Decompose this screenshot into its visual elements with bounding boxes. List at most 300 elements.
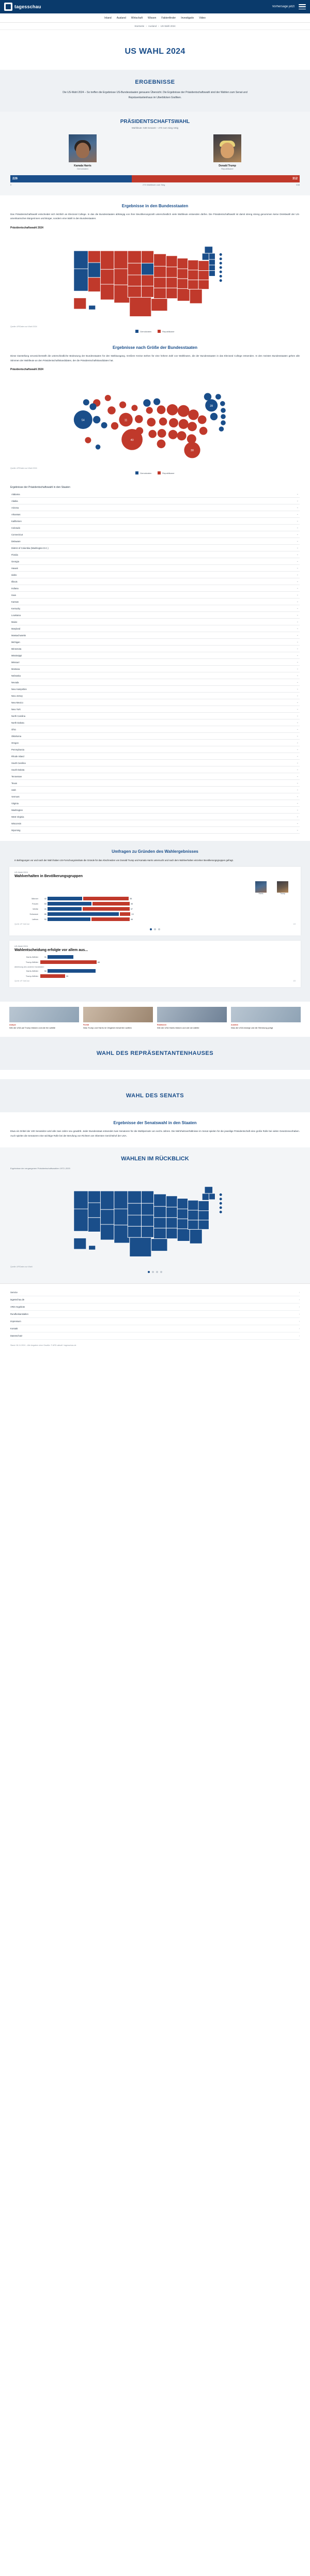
state-row[interactable] xyxy=(10,793,300,800)
site-logo[interactable] xyxy=(4,3,41,11)
scale-left: 0 xyxy=(10,183,12,186)
size-result-section xyxy=(0,337,310,479)
state-name: New York xyxy=(11,708,21,711)
state-row[interactable] xyxy=(10,518,300,525)
state-row[interactable] xyxy=(10,820,300,827)
state-name: Idaho xyxy=(11,573,17,576)
footer-link-row[interactable] xyxy=(10,1325,300,1332)
state-name: Pennsylvania xyxy=(11,748,24,751)
house-band xyxy=(0,1037,310,1070)
card1-head-trump: Trump xyxy=(277,881,288,895)
state-name: Florida xyxy=(11,553,18,556)
chevron-down-icon[interactable]: ⌄ xyxy=(296,533,299,536)
chevron-down-icon[interactable]: ⌄ xyxy=(296,620,299,624)
harris-photo xyxy=(69,134,97,162)
state-row[interactable] xyxy=(10,686,300,693)
chevron-down-icon[interactable]: ⌄ xyxy=(296,795,299,799)
card2-page: 2/3 xyxy=(293,980,296,983)
state-row[interactable] xyxy=(10,504,300,511)
harris-party: Demokraten xyxy=(77,167,88,170)
map1-source: Quelle: AP/Daten zur Wahl 2024 xyxy=(10,326,37,328)
teaser-image xyxy=(9,1007,79,1022)
survey-bar-value-left: 42 xyxy=(44,897,47,900)
state-row[interactable] xyxy=(10,753,300,760)
state-row[interactable] xyxy=(10,612,300,619)
states-result-section xyxy=(0,195,310,337)
state-name: Minnesota xyxy=(11,647,22,650)
chevron-down-icon[interactable]: ⌄ xyxy=(296,721,299,725)
survey-bar-left xyxy=(48,969,96,973)
state-row[interactable] xyxy=(10,672,300,679)
state-name: North Dakota xyxy=(11,721,24,724)
survey-bar-value-left: 53 xyxy=(44,902,47,905)
map1-label: Präsidentschaftswahl 2024 xyxy=(10,226,43,230)
states-result-text: Das Präsidentschaftswahl entscheidet sich letztlich an Electoral College. In das die Bundesstaaten abhängig von ihrer Bevölkerungszahl unterschiedlich viele Wahlleute entsenden dürfen. Die Präsidentschaftswahl ist damit streng streng genommen keine Direktwahl der US-amerikanischen Bürgerinnen und Bürger, sondern eine Wahl in den Bundesstaaten. xyxy=(10,212,300,220)
chevron-down-icon[interactable]: ⌄ xyxy=(296,506,299,510)
card2-source: Quelle: AP VoteCast xyxy=(14,980,29,983)
chevron-down-icon[interactable]: ⌄ xyxy=(296,701,299,704)
survey-bar-label: Harris-Wähler xyxy=(26,956,38,958)
survey-bar-label: Frauen xyxy=(32,902,38,905)
chevron-down-icon[interactable]: ⌄ xyxy=(296,755,299,758)
state-row[interactable] xyxy=(10,632,300,639)
state-row[interactable] xyxy=(10,605,300,612)
nav-item-2[interactable]: Wirtschaft xyxy=(131,16,143,20)
state-row[interactable] xyxy=(10,766,300,773)
chevron-down-icon[interactable]: ⌄ xyxy=(296,667,299,671)
teaser-image xyxy=(157,1007,227,1022)
senate-band xyxy=(0,1079,310,1112)
map2-legend xyxy=(10,471,300,474)
state-row[interactable] xyxy=(10,659,300,666)
teaser-0[interactable] xyxy=(9,1007,79,1030)
card1-title: Wahlverhalten in Bevölkerungsgruppen xyxy=(14,875,83,879)
teaser-text: Wie die USA Harris blicken und wie sie wählte xyxy=(157,1026,199,1030)
harris-thumb xyxy=(255,881,267,893)
state-row[interactable] xyxy=(10,746,300,753)
chevron-down-icon[interactable]: ⌄ xyxy=(296,654,299,657)
trump-party: Republikaner xyxy=(221,167,234,170)
results-band-title: ERGEBNISSE xyxy=(135,79,175,86)
survey-bar-value-left: 31 xyxy=(44,956,47,958)
footer-link-row[interactable] xyxy=(10,1332,300,1340)
chevron-down-icon[interactable]: ⌄ xyxy=(296,728,299,731)
survey-bar-label: Trump-Wähler xyxy=(25,975,38,977)
state-name: West Virginia xyxy=(11,815,24,818)
survey-bar-track xyxy=(40,974,296,978)
card2-bars-a xyxy=(14,955,296,964)
chevron-down-icon[interactable]: ⌄ xyxy=(296,815,299,819)
state-name: Hawaii xyxy=(11,566,18,570)
nav-item-0[interactable]: Inland xyxy=(104,16,112,20)
state-name: Wyoming xyxy=(11,829,21,832)
footer-link-row[interactable] xyxy=(10,1311,300,1318)
state-row[interactable] xyxy=(10,619,300,625)
survey-bar-track xyxy=(40,902,296,906)
state-list xyxy=(0,491,310,834)
breadcrumb-1[interactable]: Ausland xyxy=(148,25,157,27)
state-name: Kansas xyxy=(11,600,19,603)
card2-sublabel: Ablehnung des anderen Kandidaten xyxy=(14,966,44,969)
state-name: Rhode Island xyxy=(11,755,24,758)
teaser-text: Wie die USA auf Trump blicken und wie ihn wählte xyxy=(9,1026,56,1030)
chevron-down-icon[interactable]: ⌄ xyxy=(296,614,299,617)
survey-bar-right xyxy=(40,960,97,964)
chevron-down-icon[interactable]: ⌄ xyxy=(296,499,299,503)
teaser-2[interactable] xyxy=(157,1007,227,1030)
state-name: Indiana xyxy=(11,587,19,590)
survey-bar-label: Schwarze xyxy=(29,913,38,915)
chevron-down-icon[interactable]: ⌄ xyxy=(296,493,299,496)
senate-section-text: Etwa ein Drittel der 100 Senatsitze wird alle zwei Jahre neu gewählt. Jeder Bundesstaat entsendet zwei Senatoren für die Wahlperiode von sechs Jahren. Die Mehrheitsverhältnisse im Senat spielen für die jeweilige Präsidentschaft eine große Rolle bei vielen Gesetzesvorhaben. Auch spielen die Senatoren eine wichtige Rolle bei der Berufung von Richtern am Obersten Gerichtshof der USA. xyxy=(10,1130,300,1137)
chevron-right-icon[interactable]: › xyxy=(299,1327,300,1330)
map2-source: Quelle: AP/Daten zur Wahl 2024 xyxy=(10,467,37,470)
state-row[interactable] xyxy=(10,719,300,726)
card1-kicker: US-Wahl 2024 xyxy=(14,871,28,874)
state-row[interactable] xyxy=(10,773,300,780)
senate-section xyxy=(0,1112,310,1147)
logo-text: tagesschau xyxy=(14,4,41,9)
state-row[interactable] xyxy=(10,585,300,592)
nav-item-4[interactable]: Faktenfinder xyxy=(161,16,176,20)
state-row[interactable] xyxy=(10,699,300,706)
chevron-right-icon[interactable]: › xyxy=(299,1298,300,1301)
survey-bar-label: Weiße xyxy=(33,908,38,910)
state-row[interactable] xyxy=(10,599,300,605)
survey-bar-value-left: 52 xyxy=(44,918,47,921)
svg-text:54: 54 xyxy=(81,419,85,422)
trump-name: Donald Trump xyxy=(219,164,236,167)
survey-bar-track xyxy=(40,917,296,921)
footer-link-label: Datenschutz xyxy=(10,1335,23,1338)
bubble-map[interactable] xyxy=(10,373,300,466)
state-name: Iowa xyxy=(11,593,16,596)
chevron-right-icon[interactable]: › xyxy=(299,1335,300,1338)
historic-map-source: Quelle: AP/Daten zur Wahl xyxy=(10,1266,33,1268)
svg-text:40: 40 xyxy=(130,438,134,442)
state-name: New Jersey xyxy=(11,694,23,697)
candidate-trump xyxy=(155,134,300,170)
footer-link-row[interactable] xyxy=(10,1296,300,1304)
state-list-title: Ergebnisse der Präsidentschaftswahl in den Staaten xyxy=(10,486,70,489)
survey-card-reason[interactable] xyxy=(9,941,301,987)
state-row[interactable] xyxy=(10,780,300,787)
state-name: Louisiana xyxy=(11,614,21,617)
teaser-text: Was die USA bewegt und die Stimmung prägt xyxy=(231,1026,273,1030)
footer-link-label: Rundfunkanstalten xyxy=(10,1313,28,1316)
chevron-down-icon[interactable]: ⌄ xyxy=(296,580,299,584)
state-name: South Carolina xyxy=(11,761,26,764)
survey-bar-row xyxy=(14,902,296,906)
state-name: Massachusetts xyxy=(11,634,26,637)
teaser-3[interactable] xyxy=(231,1007,301,1030)
state-row[interactable] xyxy=(10,800,300,807)
state-name: Kalifornien xyxy=(11,519,22,523)
nav-item-5[interactable]: Investigativ xyxy=(181,16,194,20)
senate-band-title: WAHL DES SENATS xyxy=(126,1093,184,1099)
state-name: Illinois xyxy=(11,580,18,583)
state-row[interactable] xyxy=(10,639,300,646)
survey-bar-right xyxy=(83,907,130,911)
chevron-right-icon[interactable]: › xyxy=(299,1291,300,1294)
state-row[interactable] xyxy=(10,551,300,558)
state-row[interactable] xyxy=(10,713,300,719)
candidate-harris xyxy=(10,134,155,170)
size-result-text: Diese Darstellung verunsicherstellt die unterschiedliche Bedeutung der Bundesstaaten für den Wahlausgang. Größere Kreise stehen für eine höhere Zahl von Wahlleuten, die der Bundesstaaten in das Electoral College entsenden. In den meisten Bundesstaaten gehen alle Stimmen der Wahlleute an den Präsidentschaftskandidaten, der die Präsidentschaftskandidaten hat. xyxy=(10,355,300,362)
chevron-right-icon[interactable]: › xyxy=(299,1320,300,1323)
footer-link-label: ARD-Angebote xyxy=(10,1306,25,1309)
footer-links xyxy=(10,1289,300,1340)
president-subtitle: Wahlleute: 538 Gesamt – 270 zum Sieg nötig xyxy=(131,126,179,129)
president-result xyxy=(0,112,310,195)
chevron-down-icon[interactable]: ⌄ xyxy=(296,802,299,805)
svg-text:28: 28 xyxy=(210,404,213,408)
nav-item-1[interactable]: Ausland xyxy=(116,16,126,20)
top-bar xyxy=(0,0,310,13)
choropleth-map[interactable] xyxy=(10,232,300,325)
survey-bar-track xyxy=(40,960,296,964)
survey-section xyxy=(0,841,310,1002)
results-band xyxy=(0,70,310,112)
state-name: Alabama xyxy=(11,493,20,496)
breadcrumb-0[interactable]: Startseite xyxy=(134,25,145,27)
chevron-down-icon[interactable]: ⌄ xyxy=(296,808,299,812)
nav-item-3[interactable]: Wissen xyxy=(148,16,157,20)
breadcrumb-2: US-Wahl 2024 xyxy=(160,25,176,27)
svg-text:11: 11 xyxy=(124,419,128,422)
survey-bar-value-right: 57 xyxy=(130,908,133,910)
state-name: North Carolina xyxy=(11,714,25,717)
state-name: Tennessee xyxy=(11,775,22,778)
teaser-1[interactable] xyxy=(83,1007,153,1030)
rueckblick-title: WAHLEN IM RÜCKBLICK xyxy=(121,1156,189,1162)
chevron-down-icon[interactable]: ⌄ xyxy=(296,566,299,570)
state-row[interactable] xyxy=(10,740,300,746)
footer-link-row[interactable] xyxy=(10,1318,300,1325)
state-name: Arkansas xyxy=(11,513,21,516)
survey-intro: In Befragungen vor und nach der Wahl haben US-Forschungsinstitute die Gründe für das Abschneiden von Donald Trump und Kamala Harris untersucht und nach dem Wahlverhalten einzelner Bevölkerungsgruppen gefragt. xyxy=(14,859,234,862)
chevron-down-icon[interactable]: ⌄ xyxy=(296,687,299,691)
state-row[interactable] xyxy=(10,814,300,820)
chevron-down-icon[interactable]: ⌄ xyxy=(296,593,299,597)
chevron-down-icon[interactable]: ⌄ xyxy=(296,546,299,550)
chevron-down-icon[interactable]: ⌄ xyxy=(296,734,299,738)
electoral-bar-harris: 226 xyxy=(10,175,132,182)
chevron-down-icon[interactable]: ⌄ xyxy=(296,607,299,610)
states-result-title: Ergebnisse in den Bundesstaaten xyxy=(121,203,189,208)
state-name: Ohio xyxy=(11,728,16,731)
state-row[interactable] xyxy=(10,652,300,659)
chevron-down-icon[interactable]: ⌄ xyxy=(296,674,299,678)
state-row[interactable] xyxy=(10,726,300,733)
survey-bar-track xyxy=(40,912,296,916)
state-row[interactable] xyxy=(10,760,300,766)
state-name: Mississippi xyxy=(11,654,22,657)
rueckblick-sub: Ergebnisse der vergangenen Präsidentschaftswahlen 1972–2020 xyxy=(10,1167,70,1170)
map1-legend xyxy=(10,330,300,333)
survey-bar-label: Männer xyxy=(32,897,38,900)
state-row[interactable] xyxy=(10,706,300,713)
survey-title: Umfragen zu Gründen des Wahlergebnisses xyxy=(112,849,198,854)
state-name: Wisconsin xyxy=(11,822,22,825)
chevron-down-icon[interactable]: ⌄ xyxy=(296,661,299,664)
historic-map[interactable] xyxy=(10,1172,300,1265)
survey-bar-left xyxy=(48,955,73,959)
legend-rep: Republikaner xyxy=(158,330,175,333)
state-name: Virginia xyxy=(11,802,19,805)
chevron-down-icon[interactable]: ⌄ xyxy=(296,694,299,698)
chevron-down-icon[interactable]: ⌄ xyxy=(296,560,299,563)
survey-bar-left xyxy=(48,902,91,906)
senate-section-title: Ergebnisse der Senatswahl in den Staaten xyxy=(113,1121,197,1126)
survey-bar-label: Latinos xyxy=(32,918,38,921)
state-row[interactable] xyxy=(10,646,300,652)
chevron-down-icon[interactable]: ⌄ xyxy=(296,748,299,752)
electoral-bar-trump: 312 xyxy=(132,175,300,182)
chevron-down-icon[interactable]: ⌄ xyxy=(296,829,299,832)
chevron-down-icon[interactable]: ⌄ xyxy=(296,634,299,637)
chevron-down-icon[interactable]: ⌄ xyxy=(296,768,299,772)
chevron-down-icon[interactable]: ⌄ xyxy=(296,587,299,590)
chevron-down-icon[interactable]: ⌄ xyxy=(296,640,299,644)
state-name: Texas xyxy=(11,781,17,785)
state-row[interactable] xyxy=(10,827,300,834)
chevron-down-icon[interactable]: ⌄ xyxy=(296,573,299,577)
state-name: Vermont xyxy=(11,795,20,798)
survey-bar-value-right: 13 xyxy=(131,913,134,915)
chevron-down-icon[interactable]: ⌄ xyxy=(296,627,299,631)
state-name: Connecticut xyxy=(11,533,23,536)
state-name: Maine xyxy=(11,620,18,623)
state-row[interactable] xyxy=(10,565,300,572)
carousel-dots[interactable] xyxy=(14,928,296,930)
state-row[interactable] xyxy=(10,572,300,578)
state-name: Maryland xyxy=(11,627,21,630)
legend-rep: Republikaner xyxy=(158,471,175,474)
survey-bar-row xyxy=(14,969,296,973)
survey-bar-value-right: 46 xyxy=(130,918,133,921)
state-name: Arizona xyxy=(11,506,19,509)
survey-bar-right xyxy=(92,902,130,906)
survey-card-groups[interactable] xyxy=(9,867,301,936)
president-title: PRÄSIDENTSCHAFTSWAHL xyxy=(120,118,190,125)
chevron-down-icon[interactable]: ⌄ xyxy=(296,526,299,530)
state-row[interactable] xyxy=(10,592,300,599)
survey-bar-value-right: 68 xyxy=(97,961,100,963)
chevron-down-icon[interactable]: ⌄ xyxy=(296,708,299,711)
teaser-image xyxy=(231,1007,301,1022)
state-name: Kentucky xyxy=(11,607,21,610)
state-name: Nebraska xyxy=(11,674,21,677)
state-row[interactable] xyxy=(10,679,300,686)
face-shape-icon xyxy=(76,143,89,158)
state-row[interactable] xyxy=(10,578,300,585)
trump-thumb xyxy=(277,881,288,893)
footer xyxy=(0,1283,310,1357)
survey-bar-row xyxy=(14,897,296,900)
state-row[interactable] xyxy=(10,525,300,531)
chevron-down-icon[interactable]: ⌄ xyxy=(296,714,299,718)
chevron-right-icon[interactable]: › xyxy=(299,1306,300,1309)
chevron-down-icon[interactable]: ⌄ xyxy=(296,741,299,745)
chevron-down-icon[interactable]: ⌄ xyxy=(296,513,299,516)
survey-bar-left xyxy=(48,917,90,921)
chevron-down-icon[interactable]: ⌄ xyxy=(296,540,299,543)
survey-bar-right xyxy=(91,917,130,921)
chevron-down-icon[interactable]: ⌄ xyxy=(296,553,299,557)
survey-bar-label: Trump-Wähler xyxy=(25,961,38,963)
survey-bar-track xyxy=(40,955,296,959)
map2-label: Präsidentschaftswahl 2024 xyxy=(10,368,43,372)
chevron-down-icon[interactable]: ⌄ xyxy=(296,788,299,792)
state-row[interactable] xyxy=(10,787,300,793)
footer-link-row[interactable] xyxy=(10,1304,300,1311)
survey-bar-row xyxy=(14,907,296,911)
page-title: US WAHL 2024 xyxy=(125,47,185,56)
state-name: Washington xyxy=(11,808,23,811)
state-row[interactable] xyxy=(10,558,300,565)
chevron-down-icon[interactable]: ⌄ xyxy=(296,822,299,825)
survey-bar-value-left: 58 xyxy=(44,970,47,972)
footer-link-label: Service xyxy=(10,1291,18,1294)
state-row[interactable] xyxy=(10,625,300,632)
state-row[interactable] xyxy=(10,511,300,518)
survey-bar-row xyxy=(14,917,296,921)
state-name: Missouri xyxy=(11,661,20,664)
survey-bar-row xyxy=(14,955,296,959)
chevron-down-icon[interactable]: ⌄ xyxy=(296,519,299,523)
teaser-kicker: Analyse xyxy=(9,1024,17,1026)
survey-bar-row xyxy=(14,912,296,916)
state-row[interactable] xyxy=(10,807,300,814)
chevron-down-icon[interactable]: ⌄ xyxy=(296,647,299,651)
chevron-right-icon[interactable]: › xyxy=(299,1313,300,1316)
weather-link[interactable]: Vorhersage jetzt xyxy=(272,5,295,8)
footer-link-row[interactable] xyxy=(10,1289,300,1296)
nav-item-6[interactable]: Video xyxy=(199,16,206,20)
chevron-down-icon[interactable]: ⌄ xyxy=(296,681,299,684)
chevron-down-icon[interactable]: ⌄ xyxy=(296,775,299,778)
state-row[interactable] xyxy=(10,733,300,740)
footer-link-label: Kontakt xyxy=(10,1327,18,1330)
chevron-down-icon[interactable]: ⌄ xyxy=(296,600,299,604)
state-row[interactable] xyxy=(10,666,300,672)
chevron-down-icon[interactable]: ⌄ xyxy=(296,781,299,785)
teaser-row xyxy=(0,1002,310,1037)
teaser-kicker: Porträt xyxy=(83,1024,89,1026)
state-name: New Mexico xyxy=(11,701,23,704)
historic-carousel-dots[interactable] xyxy=(10,1271,300,1273)
footer-note: Stand: 06.11.2024 – Alle Angaben ohne Gewähr. © ARD-aktuell / tagesschau.de xyxy=(10,1344,76,1347)
survey-bar-left xyxy=(48,907,82,911)
state-row[interactable] xyxy=(10,693,300,699)
state-name: Michigan xyxy=(11,640,20,643)
survey-bar-row xyxy=(14,974,296,978)
logo-mark-icon xyxy=(4,3,12,11)
state-row[interactable] xyxy=(10,538,300,545)
state-name: Utah xyxy=(11,788,16,791)
state-name: Colorado xyxy=(11,526,20,529)
menu-icon[interactable] xyxy=(299,4,306,9)
card1-page: 1/3 xyxy=(293,923,296,926)
state-row[interactable] xyxy=(10,545,300,551)
survey-bar-right xyxy=(40,974,65,978)
card1-head-harris: Harris xyxy=(255,881,267,895)
chevron-down-icon[interactable]: ⌄ xyxy=(296,761,299,765)
state-row[interactable] xyxy=(10,491,300,498)
state-row[interactable] xyxy=(10,498,300,504)
state-row[interactable] xyxy=(10,531,300,538)
